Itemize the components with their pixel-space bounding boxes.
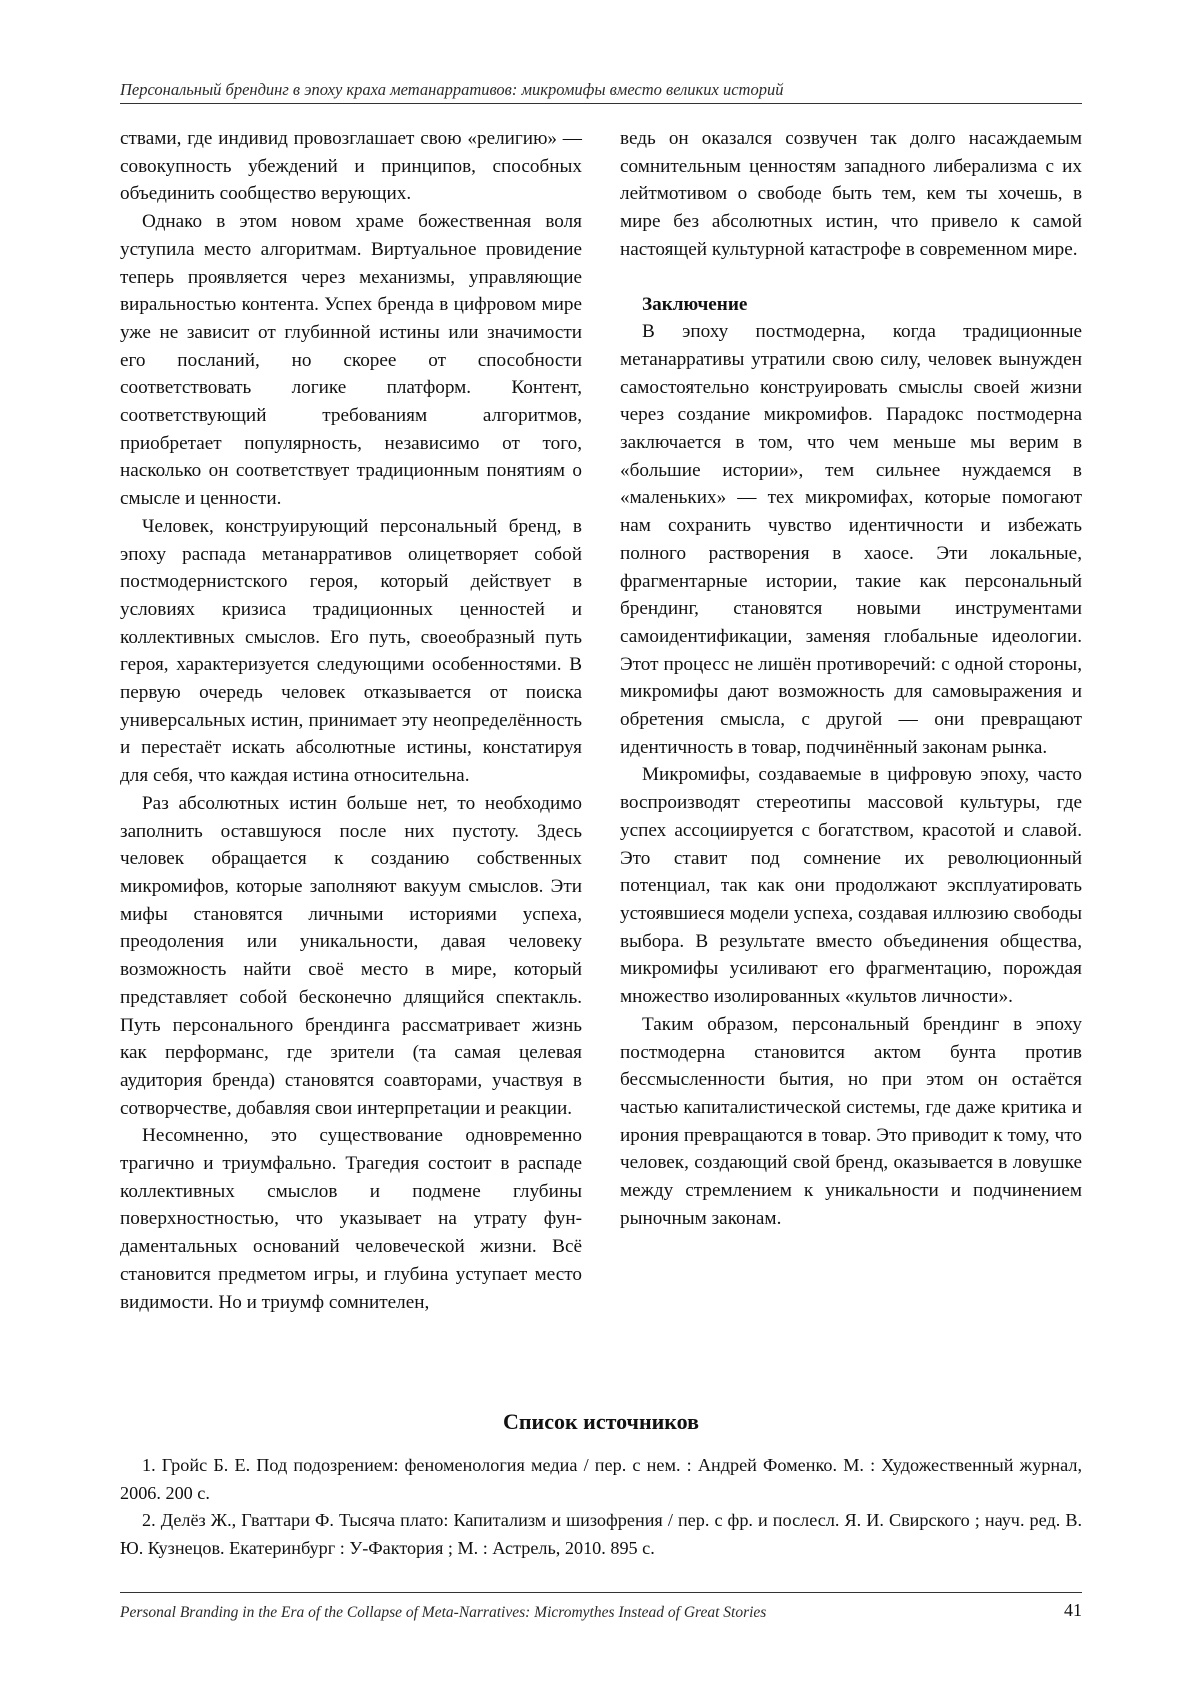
- footer-rule: [120, 1592, 1082, 1593]
- references-heading: Список источников: [502, 1409, 700, 1434]
- body-paragraph: Микромифы, создаваемые в цифровую эпоху, часто воспроизводят стереотипы массовой культуры, где успех ассоциируется с богатством, красотой и славой. Это ставит под сомнение их революционный потенциал, так как они продолжают эксплуатировать устоявшиеся модели успеха, создавая иллюзию свободы выбора. В результате вместо объединения общества, микромифы усиливают его фрагментацию, порождая множество изолированных «культов личности».: [620, 764, 1082, 1008]
- running-footer: Personal Branding in the Era of the Collapse of Meta-Narratives: Micromythes Instead of Great Stories: [120, 1604, 767, 1621]
- body-paragraph: Раз абсолютных истин больше нет, то необходимо заполнить оставшуюся после них пустоту. Здесь человек обращается к созданию собственных микромифов, которые заполняют вакуум смыслов. Эти мифы становятся личными историями успеха, преодоления или уникальности, давая человеку возможность найти своё место в мире, который представляет собой бесконечно длящийся спектакль. Путь персонального брендинга рассматривает жизнь как перформанс, где зрители (та самая целевая аудитория бренда) становятся соавторами, участвуя в сотворчестве, добавляя свои интерпретации и реакции.: [120, 792, 582, 1119]
- body-paragraph: Однако в этом новом храме божественная воля уступила место алгоритмам. Виртуальное провидение теперь проявляется через механизмы, управляющие виральностью контента. Успех бренда в цифровом мире уже не зависит от глубинной истины или значимости его посланий, но скорее от способности соответствовать логике платформ. Контент, соответствующий требованиям алгоритмов, приобретает популярность, независимо от того, насколько он соответствует традиционным понятиям о смысле и ценности.: [120, 211, 582, 510]
- body-paragraph: В эпоху постмодерна, когда традиционные метанарративы утратили свою силу, человек вынужден самостоятельно конструировать смыслы своей жизни через создание микромифов. Парадокс постмодерна заключается в том, что чем меньше мы верим в «большие истории», тем сильнее нуждаемся в «маленьких» — тех микромифах, которые помогают нам сохранить чувство идентичности и избежать полного растворения в хаосе. Эти локальные, фрагментарные истории, такие как персональный брендинг, становятся новыми инструментами самоидентификации, заменяя глобальные идеологии. Этот процесс не лишён противоречий: с одной стороны, микромифы дают возможность для самовыражения и обретения смысла, с другой — они превращают идентичность в товар, подчинённый законам рынка.: [620, 321, 1082, 758]
- body-paragraph: ствами, где индивид провозглашает свою «религию» — совокупность убеждений и принципов, способных объединить сообщество верующих.: [120, 128, 582, 205]
- reference-item: 1. Гройс Б. Е. Под подозрением: феноменология медиа / пер. с нем. : Андрей Фоменко. М. : Художественный журнал, 2006. 200 с.: [120, 1455, 1082, 1503]
- header-rule: [120, 103, 1082, 104]
- left-column: [120, 125, 582, 1316]
- reference-item: 2. Делёз Ж., Гваттари Ф. Тысяча плато: Капитализм и шизофрения / пер. с фр. и послесл. Я. И. Свирского ; науч. ред. В. Ю. Кузнецов. Екатеринбург : У-Фактория ; М. : Астрель, 2010. 895 с.: [120, 1510, 1082, 1558]
- body-paragraph: Таким образом, персональный брендинг в эпоху постмодерна становится актом бунта против бессмысленности бытия, но при этом он остаётся частью капиталистической системы, где даже критика и ирония превращаются в товар. Это приводит к тому, что человек, создающий свой бренд, оказывается в ловушке между стремлением к уникальности и подчинением рыночным законам.: [620, 1013, 1082, 1229]
- body-paragraph: Человек, конструирующий персональный бренд, в эпоху распада метанарративов олицетворяет собой постмодернистского героя, который действует в условиях кризиса традиционных ценностей и коллективных смыслов. Его путь, своеобразный путь героя, характеризуется следующими особенностями. В первую очередь человек отказывается от поиска универсальных истин, принимает эту неопределённость и перестаёт искать абсолютные истины, констатируя для себя, что каждая истина относительна.: [120, 515, 582, 787]
- body-paragraph: Несомненно, это существование одновременно трагично и триумфально. Трагедия состоит в распаде коллективных смыслов и подмене глубины поверхностностью, что указывает на утрату фундаментальных оснований человеческой жизни. Всё становится предметом игры, и глубина уступает место видимости. Но и триумф сомнителен,: [120, 1125, 582, 1313]
- page-number: 41: [1064, 1600, 1082, 1620]
- section-title: Заключение: [642, 293, 748, 315]
- references-list: [120, 1452, 1082, 1562]
- running-header: Персональный брендинг в эпоху краха метанарративов: микромифы вместо великих историй: [120, 80, 784, 99]
- body-paragraph: ведь он оказался созвучен так долго насаждаемым сомнительным ценностям западного либерализма с их лейтмотивом о свободе быть тем, кем ты хочешь, в мире без абсолютных истин, что привело к самой настоящей культурной катастрофе в современном мире.: [620, 128, 1082, 260]
- right-column: [620, 125, 1082, 1232]
